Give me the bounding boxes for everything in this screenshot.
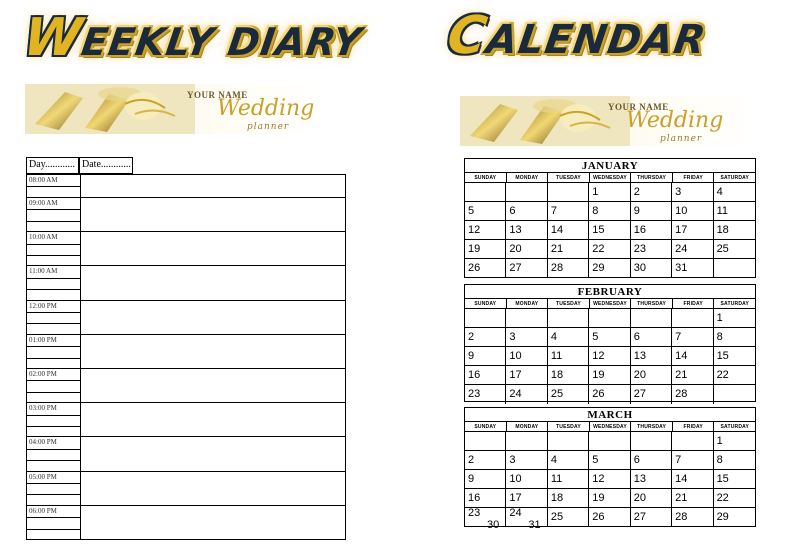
time-sub-line [27, 494, 80, 495]
day-cell[interactable] [672, 259, 713, 278]
day-cell[interactable] [589, 508, 630, 527]
time-sub-line [27, 289, 80, 290]
day-number: 4 [716, 186, 723, 198]
time-sub-line [27, 358, 80, 359]
day-cell[interactable] [465, 259, 506, 278]
day-number: 16 [468, 369, 481, 381]
day-number: 3 [675, 186, 682, 198]
weekday-label: SUNDAY [465, 422, 507, 431]
day-number: 22 [716, 492, 729, 504]
day-cell[interactable] [589, 347, 630, 366]
day-number: 30 [633, 262, 646, 274]
time-slot[interactable] [27, 175, 345, 197]
day-cell[interactable] [631, 347, 672, 366]
day-cell[interactable] [548, 183, 589, 202]
weekday-label: THURSDAY [631, 422, 673, 431]
weekday-label: WEDNESDAY [590, 173, 632, 182]
day-cell[interactable] [589, 221, 630, 240]
day-cell[interactable] [465, 328, 506, 347]
weekly-diary-title-initial: W [19, 8, 87, 68]
time-sub-line [27, 415, 80, 416]
day-cell[interactable] [589, 451, 630, 470]
day-grid [465, 309, 755, 404]
day-number: 8 [716, 331, 723, 343]
day-cell[interactable] [589, 259, 630, 278]
day-number: 19 [592, 492, 605, 504]
day-number: 25 [716, 243, 729, 255]
day-cell[interactable] [631, 240, 672, 259]
weekday-label: WEDNESDAY [590, 299, 632, 308]
month-name: MARCH [465, 408, 755, 422]
day-cell[interactable] [631, 183, 672, 202]
day-cell[interactable] [465, 183, 506, 202]
day-cell[interactable] [714, 240, 755, 259]
day-cell[interactable] [465, 385, 506, 404]
daily-schedule [26, 174, 346, 540]
day-cell[interactable] [631, 328, 672, 347]
day-cell[interactable] [465, 470, 506, 489]
day-date-header [26, 157, 133, 174]
banner-your-name: YOUR NAME [187, 90, 248, 100]
day-cell[interactable] [506, 328, 547, 347]
day-number: 23 [633, 243, 646, 255]
time-sub-line [27, 221, 80, 222]
day-cell[interactable] [589, 366, 630, 385]
time-slot[interactable] [27, 471, 345, 505]
time-slot[interactable] [27, 300, 345, 334]
day-number: 10 [509, 473, 522, 485]
day-cell[interactable] [506, 385, 547, 404]
weekday-label: SATURDAY [720, 301, 750, 307]
day-number: 14 [550, 224, 564, 236]
time-label: 02:00 PM [29, 370, 57, 378]
day-number: 25 [550, 388, 564, 400]
day-cell[interactable] [465, 309, 506, 328]
day-number: 26 [468, 262, 481, 274]
time-label: 06:00 PM [29, 506, 57, 515]
day-number: 21 [550, 243, 564, 255]
day-number: 24 [509, 507, 522, 519]
day-cell[interactable] [714, 347, 755, 366]
weekday-label: SUNDAY [465, 173, 507, 182]
weekday-label: THURSDAY [631, 299, 673, 308]
day-cell[interactable] [672, 489, 713, 508]
day-cell[interactable] [589, 470, 630, 489]
day-cell[interactable] [714, 366, 755, 385]
day-number: 14 [675, 350, 688, 362]
day-number: 19 [468, 243, 481, 255]
day-number: 12 [592, 350, 605, 362]
day-number: 1 [716, 312, 723, 324]
time-label: 12:00 PM [29, 301, 57, 310]
day-cell[interactable] [631, 470, 672, 489]
time-label: 05:00 PM [29, 472, 57, 481]
day-number: 9 [633, 205, 640, 217]
day-cell[interactable] [714, 470, 755, 489]
day-number: 27 [509, 262, 522, 274]
day-cell[interactable] [714, 309, 755, 328]
weekday-label: MONDAY [507, 422, 549, 431]
day-cell[interactable] [672, 221, 713, 240]
day-cell[interactable] [548, 508, 589, 527]
day-cell[interactable] [631, 309, 672, 328]
time-slot[interactable] [27, 402, 345, 436]
day-number: 18 [716, 224, 729, 236]
day-cell[interactable] [465, 507, 506, 531]
day-number: 20 [633, 369, 646, 381]
day-number: 24 [675, 243, 688, 255]
champagne-glasses-icon [25, 84, 195, 134]
day-number: 23 [468, 507, 481, 519]
day-cell[interactable] [548, 451, 589, 470]
day-number: 12 [592, 473, 605, 485]
day-number: 5 [592, 331, 599, 343]
banner-planner: planner [660, 134, 703, 144]
time-slot[interactable] [27, 197, 345, 231]
day-number: 2 [468, 331, 475, 343]
time-label: 11:00 AM [29, 267, 58, 276]
day-cell[interactable] [631, 366, 672, 385]
month-calendar-march [464, 407, 756, 531]
day-cell[interactable] [548, 347, 589, 366]
day-cell[interactable] [465, 221, 506, 240]
day-number: 31 [675, 262, 688, 274]
day-number: 29 [716, 511, 729, 523]
weekday-header [465, 173, 755, 183]
day-number: 19 [592, 369, 605, 381]
day-cell[interactable] [714, 432, 755, 451]
day-number: 21 [675, 369, 688, 381]
day-field[interactable]: Day............ [26, 157, 79, 174]
time-sub-line [27, 380, 80, 381]
wedding-planner-banner-right [460, 96, 760, 146]
day-number: 22 [592, 243, 605, 255]
time-sub-line [27, 529, 80, 530]
day-cell[interactable] [714, 489, 755, 508]
time-sub-line [27, 426, 80, 427]
day-number: 22 [716, 369, 729, 381]
day-number: 13 [633, 473, 646, 485]
day-cell[interactable] [672, 202, 713, 221]
day-number: 5 [468, 205, 475, 217]
day-number: 11 [716, 205, 728, 217]
time-sub-line [27, 392, 80, 393]
day-cell[interactable] [631, 451, 672, 470]
day-cell[interactable] [589, 432, 630, 451]
day-cell[interactable] [548, 366, 589, 385]
day-cell[interactable] [714, 451, 755, 470]
time-sub-line [27, 460, 80, 461]
day-number: 27 [633, 388, 646, 400]
time-sub-line [27, 278, 80, 279]
day-cell[interactable] [589, 489, 630, 508]
day-cell[interactable] [714, 183, 755, 202]
day-cell[interactable] [506, 470, 547, 489]
weekday-header [465, 422, 755, 432]
day-cell[interactable] [548, 432, 589, 451]
day-cell[interactable] [548, 489, 589, 508]
weekday-label: TUESDAY [548, 422, 590, 431]
time-sub-line [27, 312, 80, 313]
time-label: 01:00 PM [29, 335, 57, 344]
time-sub-line [27, 517, 80, 518]
day-number: 15 [716, 350, 729, 362]
time-slot[interactable] [27, 505, 345, 539]
day-cell[interactable] [672, 432, 713, 451]
date-field[interactable]: Date............ [79, 157, 133, 174]
month-name: FEBRUARY [465, 285, 755, 299]
banner-wedding: Wedding [626, 108, 724, 133]
day-number: 24 [509, 388, 522, 400]
time-label: 10:00 AM [29, 233, 58, 242]
day-number: 16 [633, 224, 646, 236]
calendar-title-initial: C [443, 6, 492, 66]
day-cell[interactable] [631, 489, 672, 508]
day-number: 26 [592, 511, 605, 523]
weekday-label: FRIDAY [673, 173, 715, 182]
day-number: 3 [509, 331, 516, 343]
day-number: 27 [633, 511, 646, 523]
day-cell[interactable] [631, 259, 672, 278]
time-sub-line [27, 209, 80, 210]
time-label: 08:00 AM [29, 176, 58, 184]
day-cell[interactable] [631, 385, 672, 404]
day-cell[interactable] [506, 489, 547, 508]
day-number: 9 [468, 350, 475, 362]
day-cell[interactable] [589, 309, 630, 328]
calendar-title-rest: ALENDAR [483, 17, 710, 63]
day-cell[interactable] [589, 240, 630, 259]
day-cell[interactable] [672, 508, 713, 527]
day-cell[interactable] [506, 507, 547, 531]
day-cell[interactable] [548, 221, 589, 240]
day-cell[interactable] [548, 309, 589, 328]
day-cell[interactable] [589, 202, 630, 221]
day-cell[interactable] [714, 259, 755, 278]
weekday-label: WEDNESDAY [590, 422, 632, 431]
day-cell[interactable] [672, 347, 713, 366]
day-cell[interactable] [465, 366, 506, 385]
day-number: 12 [468, 224, 481, 236]
wedding-planner-banner-left [25, 84, 325, 134]
weekday-label: MONDAY [507, 299, 549, 308]
day-cell[interactable] [672, 328, 713, 347]
day-number: 5 [592, 454, 599, 466]
day-number: 6 [633, 454, 640, 466]
banner-wedding: Wedding [217, 96, 315, 121]
day-cell[interactable] [589, 385, 630, 404]
day-number: 26 [592, 388, 605, 400]
day-number-split: 31 [528, 519, 541, 531]
day-cell[interactable] [631, 221, 672, 240]
day-cell[interactable] [589, 183, 630, 202]
day-cell[interactable] [548, 470, 589, 489]
day-number: 20 [509, 243, 522, 255]
weekday-label: TUESDAY [548, 299, 590, 308]
day-cell[interactable] [672, 451, 713, 470]
day-number: 4 [550, 454, 557, 466]
weekday-label: THURSDAY [631, 173, 673, 182]
day-number: 29 [592, 262, 605, 274]
day-number: 6 [509, 205, 516, 217]
day-number-split: 30 [487, 519, 500, 531]
day-cell[interactable] [672, 240, 713, 259]
day-number: 2 [468, 454, 475, 466]
day-cell[interactable] [714, 328, 755, 347]
day-number: 16 [468, 492, 481, 504]
day-cell[interactable] [506, 183, 547, 202]
day-cell[interactable] [506, 309, 547, 328]
weekday-label: SATURDAY [720, 424, 750, 430]
day-cell[interactable] [548, 328, 589, 347]
day-number: 8 [716, 454, 723, 466]
day-number: 10 [675, 205, 688, 217]
time-label: 09:00 AM [29, 199, 58, 207]
time-sub-line [27, 323, 80, 324]
day-cell[interactable] [506, 221, 547, 240]
weekday-label: SATURDAY [720, 175, 750, 181]
day-number: 15 [716, 473, 729, 485]
day-cell[interactable] [548, 202, 589, 221]
day-cell[interactable] [672, 183, 713, 202]
day-number: 14 [675, 473, 688, 485]
day-number: 9 [468, 473, 475, 485]
time-slot[interactable] [27, 368, 345, 402]
day-number: 2 [633, 186, 640, 198]
month-calendar-february [464, 284, 756, 402]
day-number: 17 [509, 492, 522, 504]
day-grid [465, 432, 755, 531]
day-cell[interactable] [714, 508, 755, 527]
day-cell[interactable] [465, 451, 506, 470]
day-number: 7 [675, 454, 682, 466]
day-cell[interactable] [506, 451, 547, 470]
day-cell[interactable] [548, 259, 589, 278]
day-cell[interactable] [672, 385, 713, 404]
day-cell[interactable] [672, 309, 713, 328]
month-calendar-january [464, 158, 756, 278]
weekday-label: TUESDAY [548, 173, 590, 182]
day-number: 7 [675, 331, 682, 343]
day-cell[interactable] [631, 508, 672, 527]
month-name: JANUARY [465, 159, 755, 173]
day-number: 11 [550, 350, 563, 362]
time-sub-line [27, 449, 80, 450]
time-label: 03:00 PM [29, 404, 57, 413]
day-cell[interactable] [714, 221, 755, 240]
day-cell[interactable] [672, 366, 713, 385]
day-number: 17 [509, 369, 522, 381]
day-number: 10 [509, 350, 522, 362]
weekday-label: FRIDAY [673, 299, 715, 308]
day-cell[interactable] [465, 489, 506, 508]
day-number: 17 [675, 224, 688, 236]
day-number: 11 [550, 473, 563, 485]
time-sub-line [27, 255, 80, 256]
day-number: 28 [675, 511, 688, 523]
time-label: 04:00 PM [29, 438, 57, 447]
weekday-label: FRIDAY [673, 422, 715, 431]
day-number: 28 [550, 262, 564, 274]
day-cell[interactable] [672, 470, 713, 489]
weekday-label: SUNDAY [465, 299, 507, 308]
day-number: 6 [633, 331, 640, 343]
time-sub-line [27, 186, 80, 187]
day-number: 1 [592, 186, 599, 198]
time-sub-line [27, 483, 80, 484]
weekly-diary-title [20, 8, 367, 68]
day-cell[interactable] [465, 202, 506, 221]
day-number: 25 [550, 511, 564, 523]
weekly-diary-title-rest: EEKLY DIARY [78, 20, 365, 64]
day-cell[interactable] [465, 432, 506, 451]
day-number: 13 [509, 224, 522, 236]
day-number: 4 [550, 331, 557, 343]
day-number: 23 [468, 388, 481, 400]
day-grid [465, 183, 755, 278]
day-number: 21 [675, 492, 688, 504]
time-slot[interactable] [27, 334, 345, 368]
day-number: 20 [633, 492, 646, 504]
day-cell[interactable] [548, 240, 589, 259]
banner-planner: planner [247, 122, 290, 132]
day-cell[interactable] [631, 202, 672, 221]
day-number: 7 [550, 205, 557, 217]
day-cell[interactable] [631, 432, 672, 451]
day-cell[interactable] [714, 385, 755, 404]
day-cell[interactable] [589, 328, 630, 347]
day-cell[interactable] [506, 259, 547, 278]
day-number: 28 [675, 388, 688, 400]
day-cell[interactable] [465, 347, 506, 366]
banner-your-name: YOUR NAME [608, 102, 669, 112]
weekday-header [465, 299, 755, 309]
day-number: 3 [509, 454, 516, 466]
champagne-glasses-icon [460, 96, 630, 146]
day-number: 8 [592, 205, 599, 217]
time-slot[interactable] [27, 231, 345, 265]
day-cell[interactable] [548, 385, 589, 404]
day-cell[interactable] [506, 366, 547, 385]
time-slot[interactable] [27, 436, 345, 470]
time-sub-line [27, 346, 80, 347]
time-slot[interactable] [27, 265, 345, 299]
day-number: 18 [550, 492, 564, 504]
time-sub-line [27, 244, 80, 245]
day-number: 13 [633, 350, 646, 362]
day-cell[interactable] [506, 202, 547, 221]
day-number: 18 [550, 369, 564, 381]
calendar-title [444, 6, 711, 66]
day-cell[interactable] [465, 240, 506, 259]
day-number: 1 [716, 435, 723, 447]
day-number: 15 [592, 224, 605, 236]
weekday-label: MONDAY [507, 173, 549, 182]
day-cell[interactable] [506, 432, 547, 451]
day-cell[interactable] [714, 202, 755, 221]
day-cell[interactable] [506, 347, 547, 366]
day-cell[interactable] [506, 240, 547, 259]
